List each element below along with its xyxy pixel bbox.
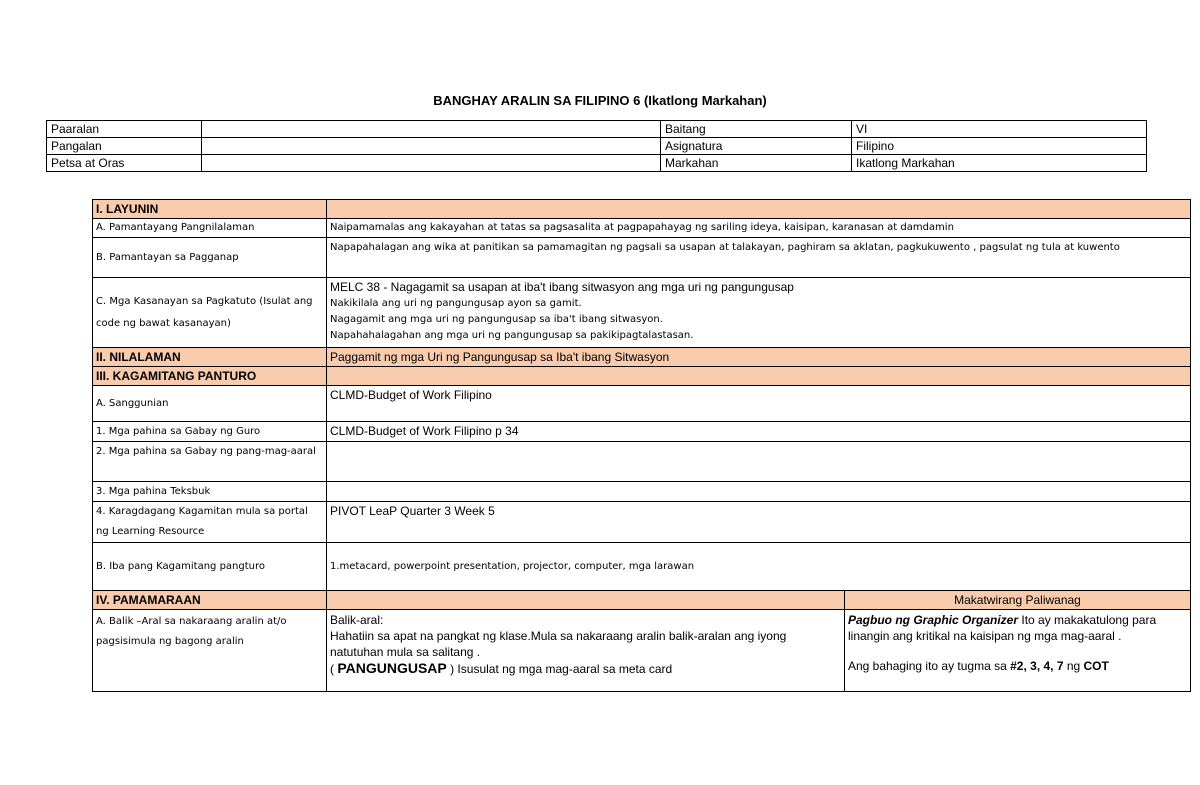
graphic-text: Ito ay makakatulong para linangin ang kritikal na kaisipan ng mga mag-aaral . — [848, 613, 1157, 643]
cot-note — [848, 658, 1187, 674]
page-title: BANGHAY ARALIN SA FILIPINO 6 (Ikatlong Markahan) — [433, 93, 767, 108]
table-row — [93, 219, 1191, 238]
info-label: Paaralan — [47, 121, 202, 138]
info-value: Filipino — [852, 138, 1147, 155]
row-value — [327, 442, 1191, 482]
table-row — [93, 543, 1191, 591]
row-value: PIVOT LeaP Quarter 3 Week 5 — [327, 502, 1191, 543]
section-value — [327, 200, 1191, 219]
melc-text: MELC 38 - Nagagamit sa usapan at iba't ibang sitwasyon ang mga uri ng pangungusap — [330, 280, 794, 294]
info-value — [202, 138, 661, 155]
paren-open: ( — [330, 662, 338, 676]
table-row — [93, 422, 1191, 442]
row-value: Naipamamalas ang kakayahan at tatas sa pagsasalita at pagpapahayag ng sariling ideya, kaisipan, karanasan at damdamin — [327, 219, 1191, 238]
info-label: Petsa at Oras — [47, 155, 202, 172]
row-value — [327, 278, 1191, 348]
table-row — [93, 482, 1191, 502]
table-row — [93, 238, 1191, 278]
graphic-title: Pagbuo ng Graphic Organizer — [848, 613, 1019, 627]
info-value — [202, 121, 661, 138]
balik-aral-instruction — [330, 660, 841, 677]
table-row — [47, 155, 1147, 172]
row-label: 4. Karagdagang Kagamitan mula sa portal ng Learning Resource — [93, 502, 327, 543]
section-row — [93, 591, 1191, 610]
table-row — [47, 121, 1147, 138]
lesson-plan-table — [92, 199, 1191, 692]
balik-aral-cell — [327, 610, 845, 692]
section-heading: II. NILALAMAN — [93, 348, 327, 367]
objective-1: Nakikilala ang uri ng pangungusap ayon sa gamit. — [330, 298, 582, 309]
info-value: Ikatlong Markahan — [852, 155, 1147, 172]
section-value — [327, 367, 1191, 386]
table-row — [47, 138, 1147, 155]
balik-aral-text: Hahatiin sa apat na pangkat ng klase.Mula sa nakaraang aralin balik-aralan ang iyong natutuhan mula sa salitang . — [330, 629, 787, 659]
row-label: A. Sanggunian — [93, 386, 327, 422]
tugma-cot: COT — [1083, 659, 1109, 673]
info-label: Asignatura — [661, 138, 852, 155]
balik-aral-title: Balik-aral: — [330, 613, 384, 627]
info-label: Pangalan — [47, 138, 202, 155]
row-label: C. Mga Kasanayan sa Pagkatuto (Isulat ang code ng bawat kasanayan) — [93, 278, 327, 348]
row-label: 1. Mga pahina sa Gabay ng Guro — [93, 422, 327, 442]
section-heading: I. LAYUNIN — [93, 200, 327, 219]
table-row — [93, 278, 1191, 348]
info-label: Baitang — [661, 121, 852, 138]
row-label: 2. Mga pahina sa Gabay ng pang-mag-aaral — [93, 442, 327, 482]
objective-2: Nagagamit ang mga uri ng pangungusap sa iba't ibang sitwasyon. — [330, 314, 663, 325]
row-value: CLMD-Budget of Work Filipino p 34 — [327, 422, 1191, 442]
section-row — [93, 200, 1191, 219]
table-row — [93, 442, 1191, 482]
tugma-numbers: #2, 3, 4, 7 — [1010, 659, 1064, 673]
section-row — [93, 367, 1191, 386]
keyword: PANGUNGUSAP — [337, 660, 447, 676]
table-row — [93, 610, 1191, 692]
instruction-rest: ) Isusulat ng mga mag-aaral sa meta card — [446, 662, 673, 676]
paliwanag-cell — [845, 610, 1191, 692]
row-label: 3. Mga pahina Teksbuk — [93, 482, 327, 502]
tugma-text: Ang bahaging ito ay tugma sa — [848, 659, 1011, 673]
paliwanag-header: Makatwirang Paliwanag — [845, 591, 1191, 610]
info-label: Markahan — [661, 155, 852, 172]
tugma-ng: ng — [1063, 659, 1084, 673]
section-value — [327, 591, 845, 610]
info-value: VI — [852, 121, 1147, 138]
section-heading: IV. PAMAMARAAN — [93, 591, 327, 610]
section-heading: III. KAGAMITANG PANTURO — [93, 367, 327, 386]
row-value — [327, 482, 1191, 502]
table-row — [93, 386, 1191, 422]
row-value: 1.metacard, powerpoint presentation, projector, computer, mga larawan — [327, 543, 1191, 591]
row-label: A. Balik –Aral sa nakaraang aralin at/o pagsisimula ng bagong aralin — [93, 610, 327, 692]
row-label: A. Pamantayang Pangnilalaman — [93, 219, 327, 238]
row-label: B. Iba pang Kagamitang pangturo — [93, 543, 327, 591]
row-value: Napapahalagan ang wika at panitikan sa pamamagitan ng pagsali sa usapan at talakayan, paghiram sa aklatan, pagkukuwento , pagsulat ng tula at kuwento — [327, 238, 1191, 278]
section-value: Paggamit ng mga Uri ng Pangungusap sa Iba't ibang Sitwasyon — [327, 348, 1191, 367]
info-value — [202, 155, 661, 172]
graphic-organizer-note — [848, 612, 1187, 644]
row-value: CLMD-Budget of Work Filipino — [327, 386, 1191, 422]
table-row — [93, 502, 1191, 543]
objective-3: Napahahalagahan ang mga uri ng pangungusap sa pakikipagtalastasan. — [330, 330, 694, 341]
school-info-table — [46, 120, 1147, 172]
row-label: B. Pamantayan sa Pagganap — [93, 238, 327, 278]
section-row — [93, 348, 1191, 367]
